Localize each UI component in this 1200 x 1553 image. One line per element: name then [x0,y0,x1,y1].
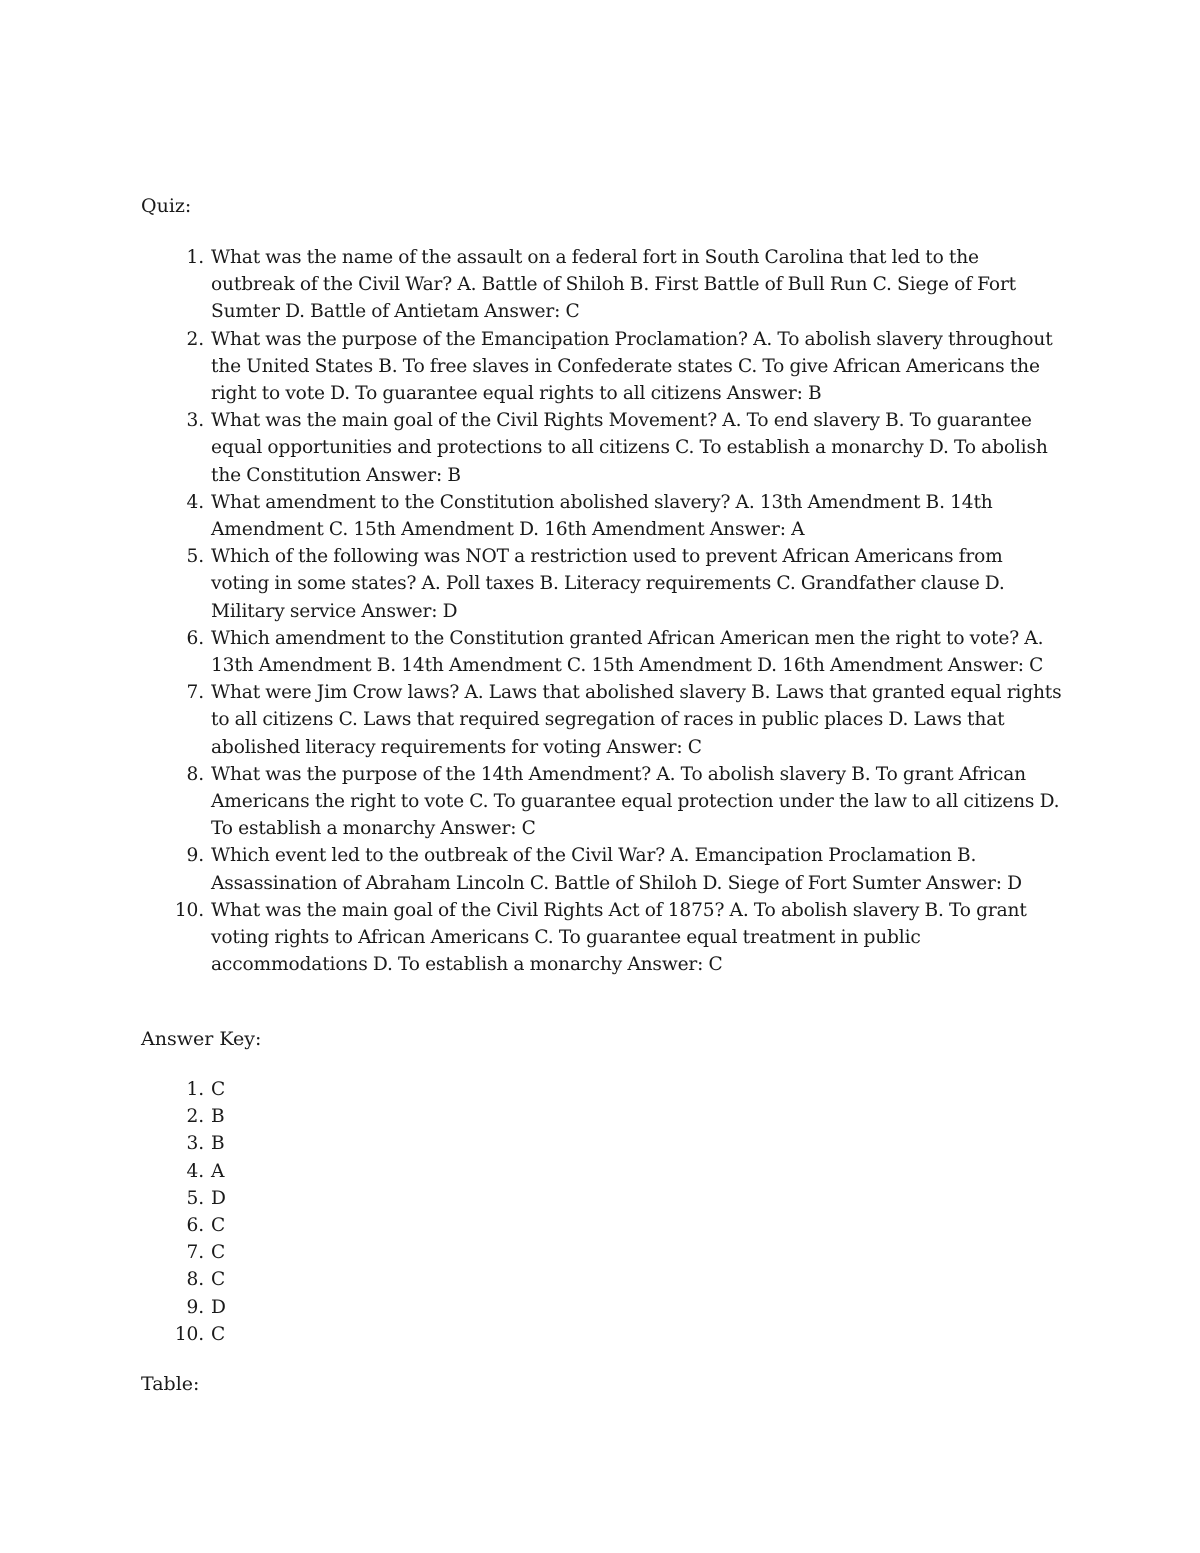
quiz-question [166,761,1066,843]
answer-number: 3. [186,1133,204,1155]
question-text: What was the name of the assault on a federal fort in South Carolina that led to the outbreak of the Civil War? A. Battle of Shiloh B. First Battle of Bull Run C. Siege of Fort Sumter D. Battle of Antietam Answer: C [211,247,1017,323]
answer-letter: C [211,1323,226,1345]
question-number: 10. [174,899,204,921]
answer-item [166,1321,466,1348]
question-number: 7. [186,682,204,704]
question-text: What were Jim Crow laws? A. Laws that abolished slavery B. Laws that granted equal rights to all citizens C. Laws that required segregation of races in public places D. Laws that abolished literacy requirements for voting Answer: C [211,682,1062,758]
quiz-question [166,897,1066,979]
question-text: What was the purpose of the Emancipation Proclamation? A. To abolish slavery throughout the United States B. To free slaves in Confederate states C. To give African Americans the right to vote D. To guarantee equal rights to all citizens Answer: B [211,328,1053,405]
question-number: 1. [186,247,204,268]
answer-key-list [166,1076,466,1348]
answer-item [166,1130,466,1157]
quiz-list [166,244,1066,978]
answer-number: 9. [186,1296,204,1318]
quiz-question [166,543,1066,625]
answer-letter: C [211,1079,226,1100]
answer-key-heading: Answer Key: [141,1028,262,1050]
answer-item [166,1185,466,1212]
answer-letter: D [211,1187,226,1209]
question-text: What was the purpose of the 14th Amendment? A. To abolish slavery B. To grant African Americans the right to vote C. To guarantee equal protection under the law to all citizens D. To establish a monarchy Answer: C [211,763,1060,840]
answer-letter: C [211,1215,226,1237]
answer-item [166,1266,466,1293]
question-text: What was the main goal of the Civil Rights Movement? A. To end slavery B. To guarantee equal opportunities and protections to all citizens C. To establish a monarchy D. To abolish the Constitution Answer: B [211,410,1048,486]
answer-number: 1. [186,1079,204,1100]
answer-item [166,1158,466,1185]
question-text: Which of the following was NOT a restriction used to prevent African Americans from voting in some states? A. Poll taxes B. Literacy requirements C. Grandfather clause D. Military service Answer: D [211,546,1005,622]
answer-item [166,1076,466,1103]
question-number: 4. [186,491,204,513]
answer-number: 5. [186,1187,204,1209]
answer-letter: B [211,1133,225,1155]
question-number: 3. [186,410,204,432]
answer-number: 10. [174,1323,204,1345]
quiz-question [166,326,1066,408]
quiz-question [166,679,1066,761]
answer-item [166,1212,466,1239]
question-number: 5. [186,546,204,568]
question-text: What was the main goal of the Civil Rights Act of 1875? A. To abolish slavery B. To grant voting rights to African Americans C. To guarantee equal treatment in public accommodations D. To establish a monarchy Answer: C [211,899,1027,976]
quiz-question [166,625,1066,679]
question-text: Which event led to the outbreak of the Civil War? A. Emancipation Proclamation B. Assassination of Abraham Lincoln C. Battle of Shiloh D. Siege of Fort Sumter Answer: D [211,845,1022,894]
question-number: 6. [186,627,204,649]
quiz-question [166,407,1066,489]
answer-letter: C [211,1242,226,1264]
table-heading: Table: [141,1373,200,1395]
question-number: 9. [186,845,204,867]
answer-number: 6. [186,1215,204,1237]
question-text: Which amendment to the Constitution granted African American men the right to vote? A. 13th Amendment B. 14th Amendment C. 15th Amendment D. 16th Amendment Answer: C [211,627,1044,677]
answer-item [166,1239,466,1266]
quiz-question [166,489,1066,543]
quiz-question [166,244,1066,326]
answer-letter: C [211,1269,226,1291]
answer-letter: D [211,1296,226,1318]
question-number: 8. [186,763,204,785]
quiz-question [166,842,1066,896]
answer-number: 4. [186,1160,204,1182]
answer-item [166,1103,466,1130]
question-text: What amendment to the Constitution abolished slavery? A. 13th Amendment B. 14th Amendment C. 15th Amendment D. 16th Amendment Answer: A [211,491,993,541]
answer-item [166,1294,466,1321]
answer-letter: B [211,1106,225,1128]
answer-number: 8. [186,1269,204,1291]
answer-number: 2. [186,1106,204,1128]
answer-number: 7. [186,1242,204,1264]
quiz-heading: Quiz: [141,195,192,217]
answer-letter: A [211,1160,225,1182]
question-number: 2. [186,328,204,350]
